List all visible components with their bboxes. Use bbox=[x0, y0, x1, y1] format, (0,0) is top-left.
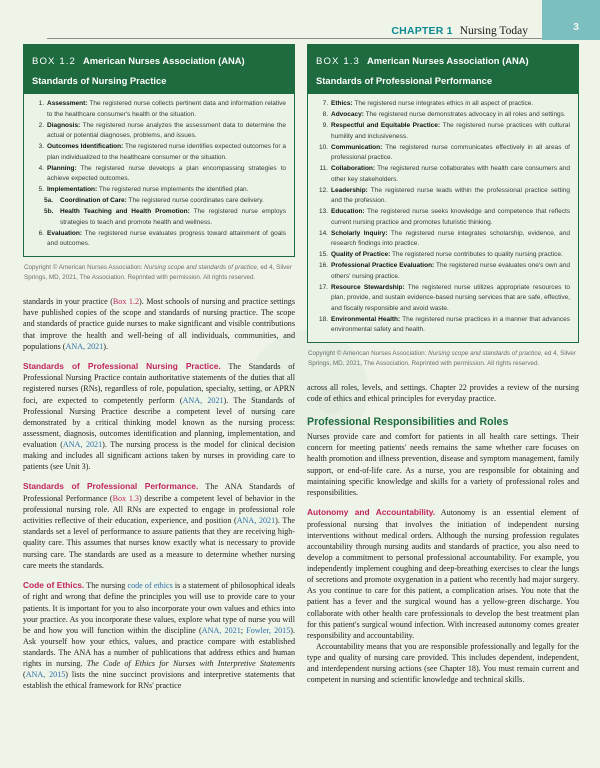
citation-ana-2021[interactable]: ANA, 2021 bbox=[182, 395, 224, 405]
keyword-code-of-ethics: code of ethics bbox=[127, 580, 173, 590]
box-1-3-title: American Nurses Association (ANA) Standards of Professional Performance bbox=[316, 55, 529, 86]
xref-box-1-2[interactable]: Box 1.2 bbox=[112, 297, 139, 307]
standard-list-item bbox=[32, 121, 286, 142]
standard-list-item bbox=[316, 186, 570, 207]
list-item-number: 12. bbox=[318, 186, 328, 194]
citation-ana-2021[interactable]: ANA, 2021 bbox=[201, 625, 241, 635]
credit-text: Copyright © American Nurses Association: bbox=[24, 264, 145, 272]
credit-text: ed 4, Silver Springs, MD, 2021, The Association. Reprinted with permission. All rights reserved. bbox=[308, 350, 576, 367]
list-item-term: Professional Practice Evaluation: bbox=[331, 262, 435, 270]
citation-ana-2021[interactable]: ANA, 2021 bbox=[65, 341, 104, 351]
header-rule bbox=[47, 38, 600, 39]
runin-standards-professional-performance: Standards of Professional Performance. bbox=[23, 481, 199, 492]
left-column bbox=[23, 44, 295, 692]
standard-list-item bbox=[316, 250, 570, 261]
list-item-term: Implementation: bbox=[47, 186, 98, 194]
list-item-term: Evaluation: bbox=[47, 229, 83, 237]
list-item-term: Environmental Health: bbox=[331, 315, 401, 323]
list-item-term: Education: bbox=[331, 208, 365, 216]
box-1-3-body bbox=[308, 94, 578, 342]
list-item-term: Ethics: bbox=[331, 100, 353, 108]
standard-list-item bbox=[32, 185, 286, 196]
standard-list-item bbox=[32, 99, 286, 120]
right-column-prose bbox=[307, 382, 579, 685]
box-1-2 bbox=[23, 44, 295, 257]
list-item-text: The registered nurse integrates scholarship, evidence, and research findings into practice. bbox=[331, 229, 570, 248]
list-item-number: 16. bbox=[318, 262, 328, 270]
box-1-3-number: BOX 1.3 bbox=[316, 56, 360, 67]
list-item-term: Advocacy: bbox=[331, 111, 364, 119]
list-item-number: 14. bbox=[318, 229, 328, 237]
paragraph-standards-professional-performance: Standards of Professional Performance. The ANA Standards of Professional Performance (Box 1.3) describe a competent level of behavior in the professional nursing role. All RNs are expected to engage in professional role activities reflective of their education, experience, and position (ANA, 2021). The standards set a level of performance to assure patients that they are receiving high-quality care. This assumes that nurses know exactly what is necessary to provide nursing care. The standards are used as a measure to determine whether nursing care meets the standards. bbox=[23, 481, 295, 570]
page-columns bbox=[23, 44, 579, 692]
list-item-text: The registered nurse seeks knowledge and competence that reflects current nursing practice and promotes futuristic thinking. bbox=[331, 208, 570, 226]
list-item-term: Respectful and Equitable Practice: bbox=[331, 122, 441, 130]
credit-source-title: Nursing scope and standards of practice, bbox=[144, 264, 259, 272]
box-1-3-list bbox=[316, 99, 570, 336]
citation-ana-2015[interactable]: ANA, 2015 bbox=[25, 670, 66, 680]
list-item-number: 1. bbox=[38, 100, 44, 108]
list-item-number: 6. bbox=[38, 229, 44, 237]
paragraph-standards-professional-nursing-practice: Standards of Professional Nursing Practice. The Standards of Professional Nursing Practice contain authoritative statements of the duties that all registered nurses (RNs), regardless of role, population, specialty, setting, or APRN foci, are expected to competently perform (ANA, 2021). The Standards of Professional Nursing Practice describe a competent level of nursing care demonstrated by a critical thinking model known as the nursing process: assessment, diagnosis, outcomes identification and planning, implementation, and evaluation (ANA, 2021). The nursing process is the model for clinical decision making and includes all significant actions taken by nurses in providing care to patients (see Unit 3). bbox=[23, 360, 296, 472]
standard-list-item bbox=[316, 229, 570, 250]
paragraph-autonomy-and-accountability: Autonomy and Accountability. Autonomy is an essential element of professional nursing that involves the initiation of independent nursing interventions without medical orders. Although the nursing profession regulates accountability through nursing audits and standards of practice, you also need to develop a commitment to personal professional accountability. For example, you independently implement coughing and deep-breathing exercises to clear the lungs of secretions and promote oxygenation in a patient who recently had major surgery. As you continue to care for this patient, a complication arises. You note that the patient has a fever and the surgical wound has a yellow-green discharge. You collaborate with other health care professionals to develop the best treatment plan for this patient's surgical wound infection. With increased autonomy comes greater responsibility and accountability. bbox=[307, 506, 579, 640]
credit-text: Copyright © American Nurses Association: bbox=[308, 350, 429, 358]
list-item-text: The registered nurse utilizes appropriate resources to plan, provide, and sustain evidence-based nursing services that are safe, effective, and fiscally responsible and avoid waste. bbox=[331, 283, 570, 312]
paragraph-accountability: Accountability means that you are responsible professionally and legally for the type and quality of nursing care provided. This includes dependent, independent, and interdependent nursing actions (see Chapter 18). You must remain current and competent in nursing and scientific knowledge and technical skills. bbox=[307, 641, 579, 685]
folio-tab bbox=[542, 0, 600, 40]
list-item-number: 9. bbox=[322, 122, 328, 130]
citation-fowler-2015[interactable]: Fowler, 2015 bbox=[246, 625, 291, 635]
list-item-text: The registered nurse implements the identified plan. bbox=[97, 186, 249, 194]
standard-list-item bbox=[32, 196, 286, 207]
title-code-of-ethics-publication: The Code of Ethics for Nurses with Interpretive Statements bbox=[86, 659, 295, 669]
citation-ana-2021[interactable]: ANA, 2021 bbox=[62, 440, 103, 450]
standard-list-item bbox=[316, 261, 570, 282]
box-1-2-number: BOX 1.2 bbox=[32, 56, 76, 67]
running-head bbox=[391, 22, 528, 38]
standard-list-item bbox=[316, 315, 570, 336]
list-item-text: The registered nurse analyzes the assessment data to determine the actual or potential diagnoses, problems, and issues. bbox=[47, 121, 286, 140]
standard-list-item bbox=[316, 99, 570, 110]
list-item-term: Planning: bbox=[47, 164, 77, 172]
list-item-text: The registered nurse collaborates with health care consumers and other key stakeholders. bbox=[331, 165, 570, 183]
list-item-text: The registered nurse communicates effectively in all areas of professional practice. bbox=[331, 143, 570, 162]
list-item-text: The registered nurse evaluates progress toward attainment of goals and outcomes. bbox=[47, 229, 286, 248]
chapter-title: Nursing Today bbox=[459, 25, 528, 37]
heading-professional-responsibilities-and-roles: Professional Responsibilities and Roles bbox=[307, 415, 509, 428]
list-item-number: 11. bbox=[319, 165, 328, 173]
paragraph-code-of-ethics: Code of Ethics. The nursing code of ethics is a statement of philosophical ideals of right and wrong that define the principles you will use to provide care to your patients. It is important for you to also incorporate your own values and ethics into your practice. As you incorporate these values, explore what type of nurse you will be and how you will function within the discipline (ANA, 2021; Fowler, 2015). Ask yourself how your ethics, values, and practice compare with established standards. The ANA has a number of publications that address ethics and human rights in nursing. The Code of Ethics for Nurses with Interpretive Statements (ANA, 2015) lists the nine succinct provisions and interpretive statements that establish the ethical framework for RNs' practice bbox=[23, 579, 295, 691]
paragraph-standards-practice: standards in your practice (Box 1.2). Most schools of nursing and practice settings have published copies of the scope and standards of nursing practice. The scope and standards of practice guide nurses to make significant and visible contributions that improve the health and well-being of all individuals, communities, and populations (ANA, 2021). bbox=[23, 297, 296, 351]
list-item-text: The registered nurse develops a plan encompassing strategies to achieve expected outcomes. bbox=[47, 164, 286, 183]
list-item-term: Health Teaching and Health Promotion: bbox=[60, 208, 190, 216]
list-item-term: Quality of Practice: bbox=[331, 251, 391, 259]
list-item-term: Coordination of Care: bbox=[60, 197, 127, 205]
list-item-number: 5a. bbox=[44, 197, 54, 205]
chapter-label: CHAPTER 1 bbox=[391, 25, 453, 37]
credit-text: ed 4, Silver Springs, MD, 2021, The Association. Reprinted with permission. All rights reserved. bbox=[24, 264, 292, 281]
list-item-number: 2. bbox=[38, 121, 44, 129]
standard-list-item bbox=[316, 121, 570, 142]
box-1-3-credit bbox=[307, 349, 579, 368]
citation-ana-2021[interactable]: ANA, 2021 bbox=[236, 516, 276, 526]
list-item-text: The registered nurse contributes to quality nursing practice. bbox=[390, 251, 563, 259]
list-item-number: 7. bbox=[322, 100, 328, 108]
list-item-number: 8. bbox=[322, 111, 328, 119]
list-item-term: Communication: bbox=[331, 143, 383, 151]
list-item-term: Assessment: bbox=[47, 100, 88, 108]
box-1-2-list bbox=[32, 99, 286, 250]
paragraph-nurses-provide-care: Nurses provide care and comfort for patients in all health care settings. Their concern for meeting patients' needs remains the same whether care focuses on health promotion and illness prevention, disease and symptom management, family support, or end-of-life care. As a nurse, you are responsible for obtaining and maintaining specific knowledge and skills for a variety of professional roles and responsibilities. bbox=[307, 432, 579, 497]
list-item-text: The registered nurse collects pertinent data and information relative to the healthcare consumer's health or the situation. bbox=[47, 100, 286, 118]
paragraph-continued: across all roles, levels, and settings. Chapter 22 provides a review of the nursing code of ethics and ethical principles for everyday practice. bbox=[307, 383, 579, 404]
xref-box-1-3[interactable]: Box 1.3 bbox=[112, 493, 139, 503]
standard-list-item bbox=[32, 142, 286, 163]
box-1-2-header bbox=[24, 45, 294, 94]
runin-standards-professional-nursing-practice: Standards of Professional Nursing Practice. bbox=[23, 360, 221, 371]
list-item-text: The registered nurse demonstrates advocacy in all roles and settings. bbox=[363, 111, 566, 119]
standard-list-item bbox=[32, 164, 286, 185]
right-column bbox=[307, 44, 579, 692]
list-item-number: 18. bbox=[318, 315, 328, 323]
list-item-number: 5b. bbox=[44, 208, 54, 216]
list-item-number: 4. bbox=[38, 164, 44, 172]
list-item-term: Leadership: bbox=[331, 186, 368, 194]
box-1-3-header bbox=[308, 45, 578, 94]
box-1-2-title: American Nurses Association (ANA) Standards of Nursing Practice bbox=[32, 55, 245, 86]
left-column-prose bbox=[23, 296, 295, 691]
list-item-text: The registered nurse leads within the professional practice setting and the profession. bbox=[331, 186, 570, 205]
list-item-number: 3. bbox=[38, 143, 44, 151]
page-number: 3 bbox=[573, 21, 579, 33]
list-item-number: 5. bbox=[38, 186, 44, 194]
box-1-2-credit bbox=[23, 263, 295, 282]
list-item-term: Collaboration: bbox=[331, 165, 376, 173]
list-item-number: 10. bbox=[318, 143, 328, 151]
standard-list-item bbox=[32, 229, 286, 250]
list-item-text: The registered nurse employs strategies to teach and promote health and wellness. bbox=[60, 208, 286, 226]
standard-list-item bbox=[316, 110, 570, 121]
runin-code-of-ethics: Code of Ethics. bbox=[23, 579, 85, 590]
standard-list-item bbox=[316, 207, 570, 228]
list-item-number: 15. bbox=[318, 251, 328, 259]
list-item-term: Scholarly Inquiry: bbox=[331, 229, 388, 237]
list-item-term: Resource Stewardship: bbox=[331, 283, 405, 291]
list-item-term: Diagnosis: bbox=[47, 121, 81, 129]
credit-source-title: Nursing scope and standards of practice, bbox=[428, 350, 543, 358]
box-1-2-body bbox=[24, 94, 294, 256]
list-item-number: 13. bbox=[318, 208, 328, 216]
standard-list-item bbox=[32, 207, 286, 228]
list-item-term: Outcomes Identification: bbox=[47, 143, 124, 151]
standard-list-item bbox=[316, 143, 570, 164]
list-item-text: The registered nurse integrates ethics in all aspect of practice. bbox=[352, 100, 534, 108]
page-header bbox=[0, 0, 600, 40]
list-item-text: The registered nurse coordinates care delivery. bbox=[126, 197, 264, 205]
box-1-3 bbox=[307, 44, 579, 343]
standard-list-item bbox=[316, 164, 570, 185]
list-item-text: The registered nurse identifies expected outcomes for a plan individualized to the healthcare consumer or the situation. bbox=[47, 143, 286, 161]
list-item-text: The registered nurse practices with cultural humility and inclusiveness. bbox=[331, 122, 570, 140]
list-item-text: The registered nurse practices in a manner that advances environmental safety and health. bbox=[331, 315, 571, 334]
runin-autonomy-and-accountability: Autonomy and Accountability. bbox=[307, 506, 436, 517]
list-item-text: The registered nurse evaluates one's own and others' nursing practice. bbox=[331, 262, 571, 280]
list-item-number: 17. bbox=[318, 283, 328, 291]
standard-list-item bbox=[316, 283, 570, 315]
